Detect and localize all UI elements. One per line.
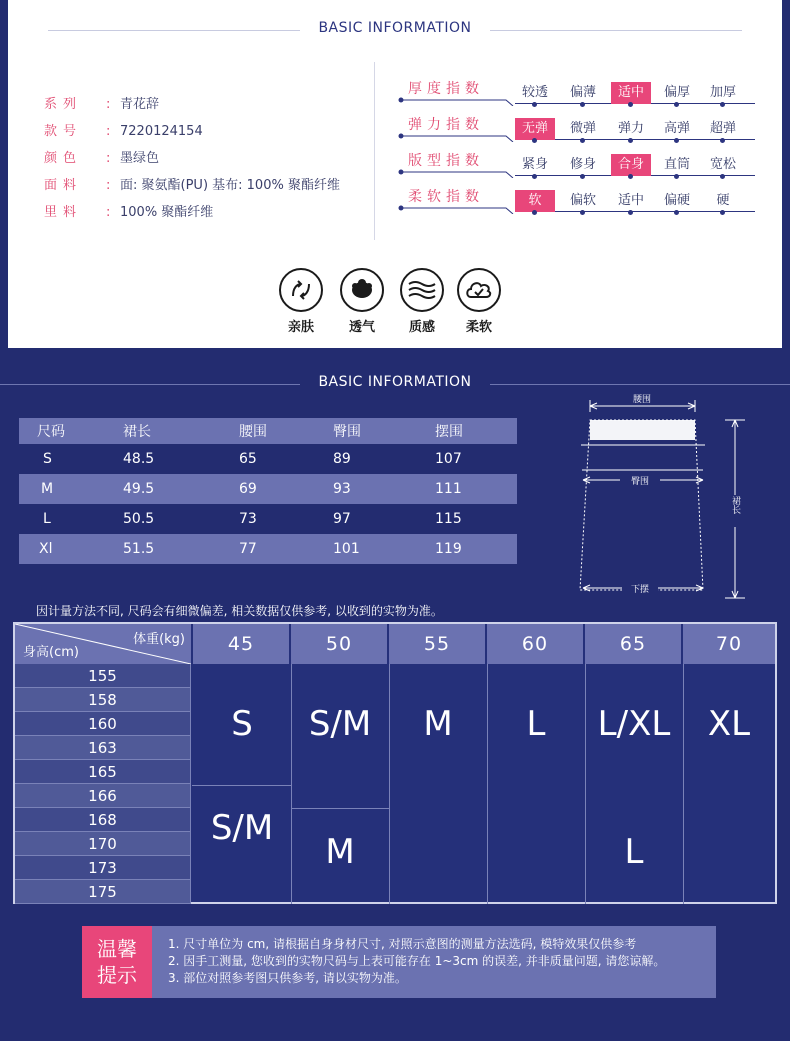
index-option: 硬 (703, 190, 743, 212)
divider (374, 62, 375, 240)
index-options (515, 154, 755, 176)
index-option: 适中 (611, 190, 651, 212)
tips-tag-line: 提示 (97, 963, 137, 987)
feature-label: 亲肤 (287, 320, 314, 335)
thickness-index (398, 78, 768, 108)
info-value: 青花辞 (120, 97, 160, 112)
index-option: 超弹 (703, 118, 743, 140)
breathable-icon (340, 268, 384, 312)
index-option-selected: 适中 (611, 82, 651, 104)
info-label: 里料 (44, 205, 83, 220)
index-options (515, 190, 755, 212)
index-option: 加厚 (703, 82, 743, 104)
texture-icon (400, 268, 444, 312)
weight-header: 45 (193, 624, 289, 664)
table-cell: 97 (333, 511, 351, 527)
info-label: 面料 (44, 178, 83, 193)
index-option: 微弹 (563, 118, 603, 140)
grid-line (389, 664, 390, 904)
tips-list (168, 936, 665, 987)
table-cell: 119 (435, 534, 517, 564)
tips-tag (82, 926, 152, 998)
weight-header: 60 (487, 624, 583, 664)
grid-line (192, 785, 291, 786)
feature-soft (456, 268, 502, 335)
diagram-hem-label: 下摆 (630, 585, 650, 595)
info-value: 100% 聚酯纤维 (120, 205, 214, 220)
table-row (19, 474, 517, 504)
index-option: 弹力 (611, 118, 651, 140)
table-cell: 73 (239, 511, 257, 527)
size-cell: S/M (308, 704, 372, 744)
index-label: 版型指数 (408, 153, 484, 169)
table-cell: Xl (19, 534, 101, 564)
grid-corner (15, 624, 191, 664)
grid-line (291, 808, 389, 809)
index-option: 高弹 (657, 118, 697, 140)
height-row: 158 (15, 688, 191, 712)
feature-skin-friendly (278, 268, 324, 335)
table-cell: 69 (211, 474, 319, 504)
index-option: 偏薄 (563, 82, 603, 104)
skin-friendly-icon (279, 268, 323, 312)
info-value: 面: 聚氨酯(PU) 基布: 100% 聚酯纤维 (120, 178, 340, 193)
feature-label: 柔软 (465, 320, 492, 335)
table-cell: 49.5 (101, 474, 211, 504)
diagram-waist-label: 腰围 (632, 395, 652, 405)
index-option: 直筒 (657, 154, 697, 176)
table-cell: M (19, 474, 101, 504)
index-option: 较透 (515, 82, 555, 104)
softness-index (398, 186, 768, 216)
index-option: 偏软 (563, 190, 603, 212)
size-cell: S/M (210, 808, 274, 848)
size-cell: L (624, 832, 644, 872)
size-cell: M (423, 704, 453, 744)
weight-header: 65 (585, 624, 681, 664)
height-row: 166 (15, 784, 191, 808)
index-option-selected: 合身 (611, 154, 651, 176)
height-row: 173 (15, 856, 191, 880)
height-row: 165 (15, 760, 191, 784)
table-cell: 65 (239, 451, 257, 467)
info-label: 颜色 (44, 151, 83, 166)
tips-box (82, 926, 716, 998)
section-header (8, 20, 782, 40)
section-title: BASIC INFORMATION (318, 374, 472, 390)
info-label: 系列 (44, 97, 83, 112)
index-options (515, 118, 755, 140)
height-row: 170 (15, 832, 191, 856)
table-header: 臀围 (319, 418, 435, 444)
table-cell: 107 (435, 451, 462, 467)
elasticity-index (398, 114, 768, 144)
table-cell: 111 (435, 474, 517, 504)
basic-info-panel: BASIC INFORMATION 系列 : 青花辞 款号 : 7220124154 颜色 : 墨绿色 面料 : 面: 聚氨酯(PU) 基布: 100% 聚酯纤维 里料 : 100% 聚酯纤维 厚度指数 较透 偏薄 适中 偏厚 加厚 弹力指数 无弹 微弹 弹力 高弹 超弹 版型指数 紧身 修身 合身 直筒 宽松 柔软指数 软 偏软 适中 偏硬 硬 亲肤 透气 质感 柔软 (8, 0, 782, 348)
tips-tag-line: 温馨 (97, 937, 137, 961)
table-header: 尺码 (19, 418, 101, 444)
weight-axis-label: 体重(kg) (133, 632, 185, 647)
feature-label: 质感 (408, 320, 435, 335)
index-options (515, 82, 755, 104)
info-value: 墨绿色 (120, 151, 160, 166)
grid-line (683, 664, 684, 904)
section-title: BASIC INFORMATION (318, 20, 472, 36)
table-cell: L (43, 511, 51, 527)
skirt-measurement-diagram (575, 390, 755, 610)
index-option-selected: 无弹 (515, 118, 555, 140)
table-row (19, 504, 517, 534)
table-header: 摆围 (435, 418, 517, 444)
size-cell: L/XL (597, 704, 671, 744)
index-label: 弹力指数 (408, 117, 484, 133)
table-cell: 115 (435, 511, 462, 527)
feature-label: 透气 (348, 320, 375, 335)
table-cell: 48.5 (123, 451, 155, 467)
tip-item: 3. 部位对照参考图只供参考, 请以实物为准。 (168, 971, 407, 985)
table-cell: S (43, 451, 52, 467)
size-cell: M (325, 832, 355, 872)
tip-item: 2. 因手工测量, 您收到的实物尺码与上表可能存在 1~3cm 的误差, 并非质量问题, 请您谅解。 (168, 954, 666, 968)
size-measurement-table (19, 418, 517, 564)
height-row: 168 (15, 808, 191, 832)
tip-item: 1. 尺寸单位为 cm, 请根据自身身材尺寸, 对照示意图的测量方法选码, 模特效果仅供参考 (168, 937, 637, 951)
height-row: 175 (15, 880, 191, 904)
height-row: 163 (15, 736, 191, 760)
size-recommendation-grid (13, 622, 777, 904)
grid-line (487, 664, 488, 904)
table-row (19, 444, 517, 474)
size-cell: L (526, 704, 546, 744)
info-value: 7220124154 (120, 124, 203, 139)
size-cell: S (231, 704, 253, 744)
index-option: 紧身 (515, 154, 555, 176)
table-header-row (19, 418, 517, 444)
index-option: 修身 (563, 154, 603, 176)
height-row: 155 (15, 664, 191, 688)
measurement-note: 因计量方法不同, 尺码会有细微偏差, 相关数据仅供参考, 以收到的实物为准。 (36, 604, 443, 618)
feature-breathable (339, 268, 385, 335)
weight-header: 55 (389, 624, 485, 664)
size-cell: XL (707, 704, 751, 744)
table-cell: 93 (319, 474, 435, 504)
table-cell: 51.5 (101, 534, 211, 564)
index-option-selected: 软 (515, 190, 555, 212)
index-label: 厚度指数 (408, 81, 484, 97)
table-cell: 101 (319, 534, 435, 564)
table-header: 腰围 (211, 418, 319, 444)
table-cell: 89 (333, 451, 351, 467)
weight-header: 70 (683, 624, 775, 664)
index-option: 偏硬 (657, 190, 697, 212)
table-cell: 77 (211, 534, 319, 564)
diagram-hip-label: 臀围 (630, 477, 650, 487)
table-header: 裙长 (101, 418, 211, 444)
info-label: 款号 (44, 124, 83, 139)
soft-icon (457, 268, 501, 312)
diagram-length-label: 裙长 (730, 496, 740, 514)
fit-index (398, 150, 768, 180)
index-label: 柔软指数 (408, 189, 484, 205)
index-option: 宽松 (703, 154, 743, 176)
height-axis-label: 身高(cm) (23, 645, 79, 660)
feature-texture (399, 268, 445, 335)
index-option: 偏厚 (657, 82, 697, 104)
weight-header: 50 (291, 624, 387, 664)
table-row (19, 534, 517, 564)
table-cell: 50.5 (123, 511, 155, 527)
height-row: 160 (15, 712, 191, 736)
